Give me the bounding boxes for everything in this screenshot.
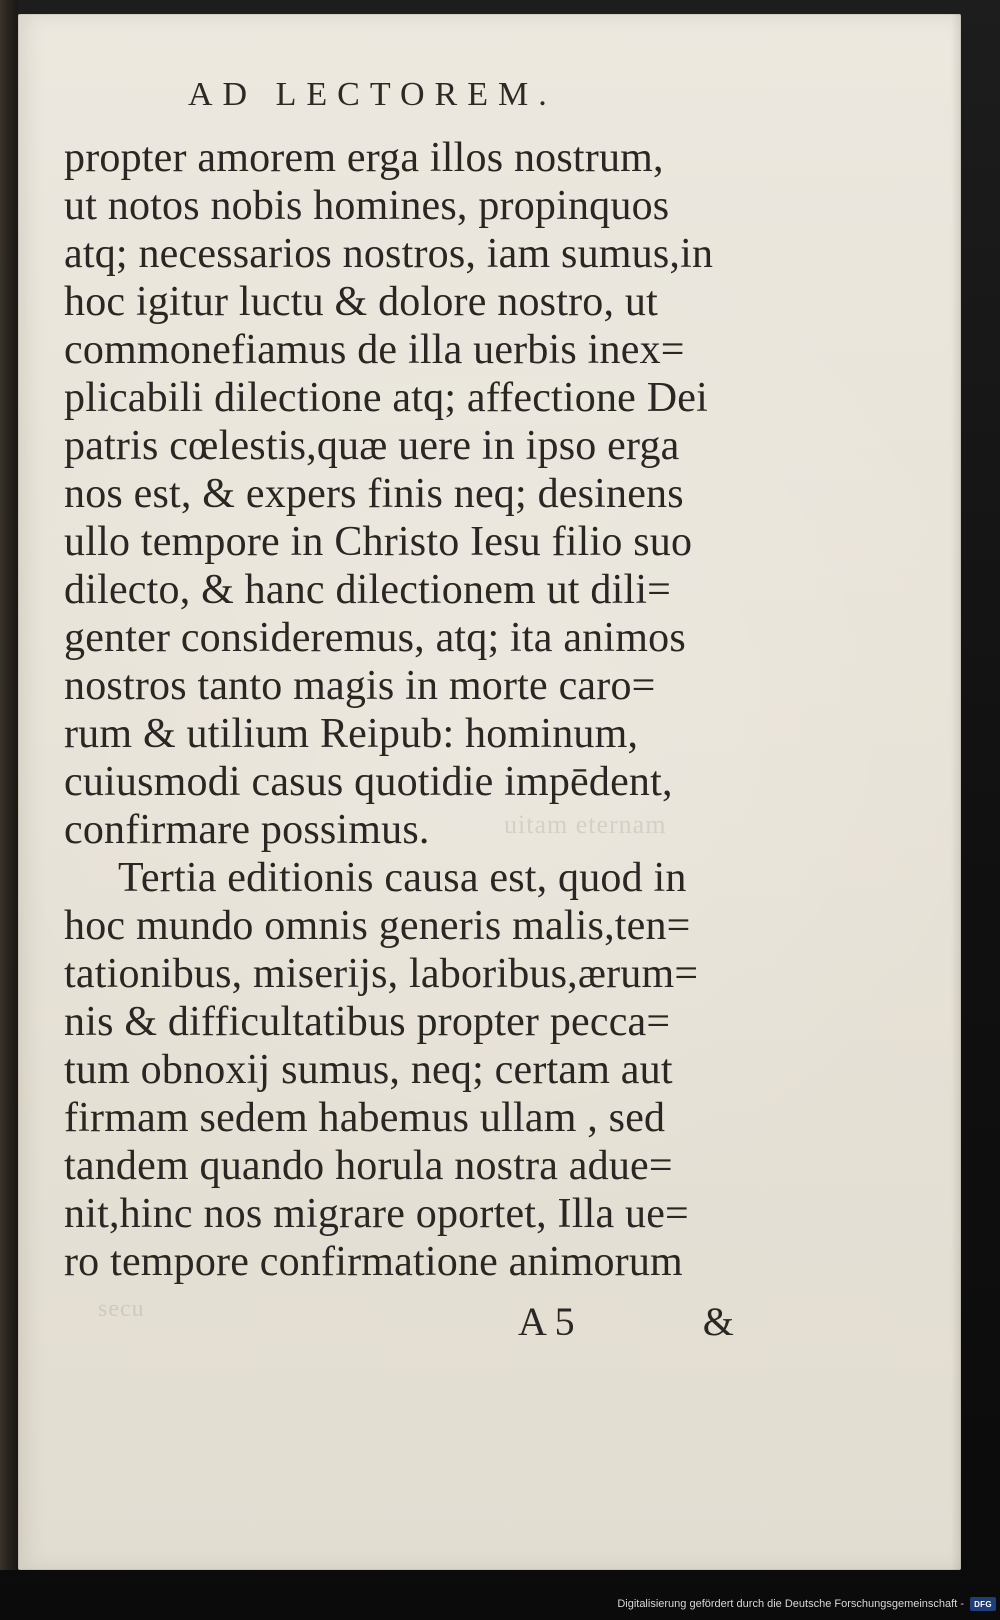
text-line-4: hoc igitur luctu & dolore nostro, ut <box>64 279 658 325</box>
text-line-11: genter consideremus, atq; ita animos <box>64 615 686 661</box>
bleed-through-text-2: secu <box>98 1296 145 1322</box>
catchword: & <box>702 1299 734 1344</box>
bleed-through-text-1: uitam eternam <box>504 810 667 839</box>
text-line-10: dilecto, & hanc dilectionem ut dili= <box>64 567 672 613</box>
text-line-9: ullo tempore in Christo Iesu filio suo <box>64 519 693 565</box>
page-edge-shadow <box>951 14 961 1570</box>
text-line-21: firmam sedem habemus ullam , sed <box>64 1095 666 1141</box>
book-page <box>18 14 961 1570</box>
text-line-23: nit,hinc nos migrare oportet, Illa ue= <box>64 1191 689 1237</box>
dfg-badge: DFG <box>970 1597 996 1611</box>
text-line-19: nis & difficultatibus propter pecca= <box>64 999 671 1045</box>
text-line-5: commonefiamus de illa uerbis inex= <box>64 327 685 373</box>
text-line-7: patris cœlestis,quæ uere in ipso erga <box>64 423 680 469</box>
text-line-20: tum obnoxij sumus, neq; certam aut <box>64 1047 673 1093</box>
text-line-2: ut notos nobis homines, propinquos <box>64 183 670 229</box>
footer-credit: Digitalisierung gefördert durch die Deutsche Forschungsgemeinschaft - <box>617 1598 964 1610</box>
text-line-6: plicabili dilectione atq; affectione Dei <box>64 375 708 421</box>
text-line-17: hoc mundo omnis generis malis,ten= <box>64 903 691 949</box>
text-line-14: cuiusmodi casus quotidie impēdent, <box>64 759 673 805</box>
signature-mark: A 5 <box>518 1299 575 1344</box>
page-header: AD LECTOREM. <box>188 76 557 113</box>
signature-line <box>518 1298 788 1345</box>
text-line-13: rum & utilium Reipub: hominum, <box>64 711 639 757</box>
text-line-16: Tertia editionis causa est, quod in <box>118 855 687 901</box>
text-line-24: ro tempore confirmatione animorum <box>64 1239 683 1285</box>
text-line-22: tandem quando horula nostra adue= <box>64 1143 673 1189</box>
text-line-1: propter amorem erga illos nostrum, <box>64 135 664 181</box>
digitization-footer <box>604 1594 996 1614</box>
text-line-15: confirmare possimus. <box>64 807 430 853</box>
text-line-18: tationibus, miserijs, laboribus,ærum= <box>64 951 699 997</box>
text-line-3: atq; necessarios nostros, iam sumus,in <box>64 231 714 277</box>
page-body <box>64 134 774 1286</box>
text-line-8: nos est, & expers finis neq; desinens <box>64 471 684 517</box>
text-line-12: nostros tanto magis in morte caro= <box>64 663 656 709</box>
binding-edge <box>0 0 18 1570</box>
